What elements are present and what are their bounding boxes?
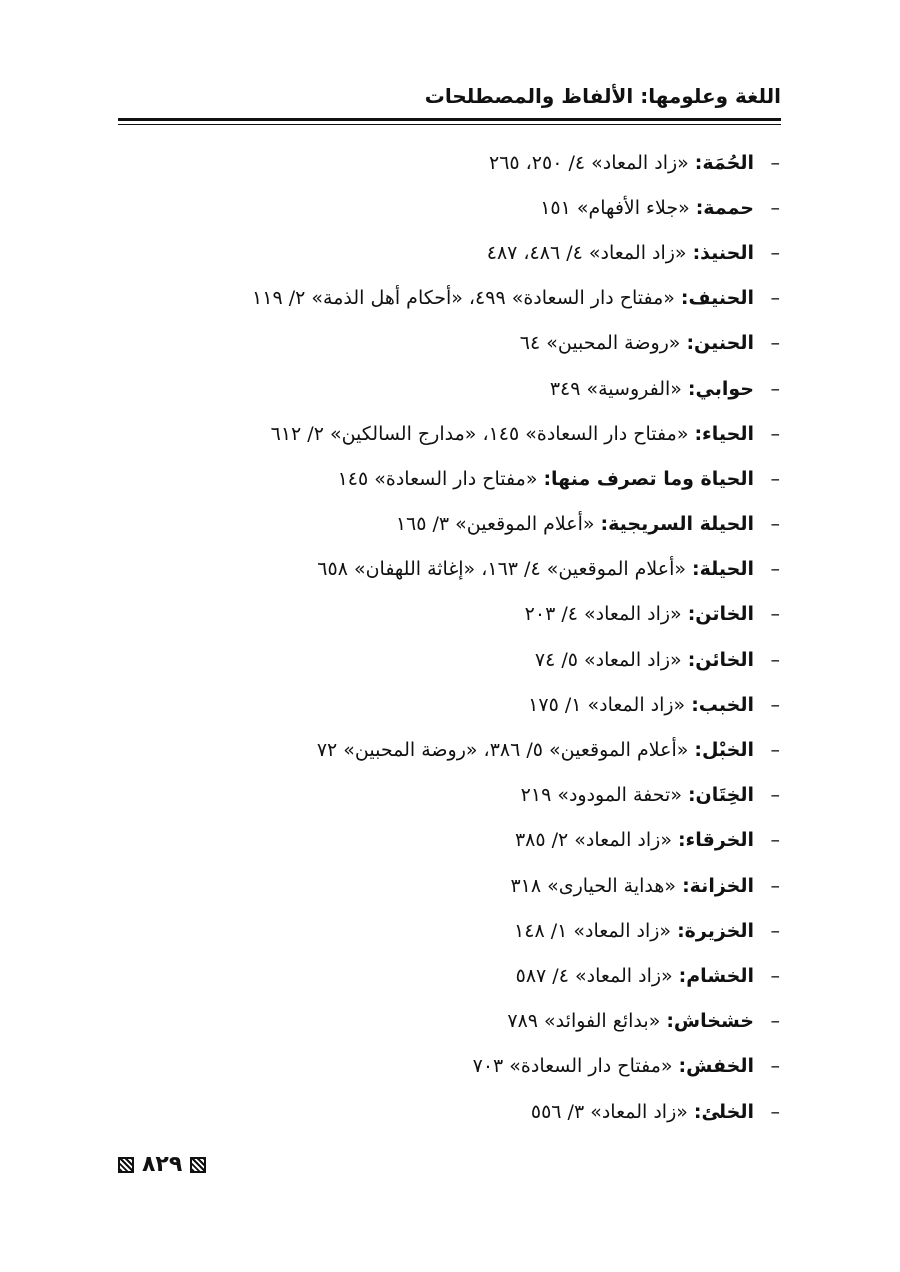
entry-term: الحيلة السريجية: [600,513,754,536]
entry-references: «زاد المعاد» ٥/ ٧٤ [534,648,682,671]
index-entry [150,637,780,682]
entry-term: الحياة وما تصرف منها: [543,467,754,490]
entry-dash: – [770,693,780,716]
entry-dash: – [770,332,780,355]
index-entry [150,185,780,230]
entry-term: الحياء: [694,422,754,445]
index-entry [150,818,780,863]
entry-term: الحيلة: [692,558,754,581]
page-footer [118,1152,206,1177]
index-entry [150,863,780,908]
page-header-title: اللغة وعلومها: الألفاظ والمصطلحات [424,84,781,108]
entry-term: الحنيذ: [692,241,754,264]
header-rule-thin [118,124,781,125]
index-entry [150,999,780,1044]
entry-dash: – [770,603,780,626]
index-entry-list [150,140,780,1134]
entry-dash: – [770,422,780,445]
entry-dash: – [770,1010,780,1033]
entry-dash: – [770,1055,780,1078]
entry-references: «تحفة المودود» ٢١٩ [520,784,682,807]
index-entry [150,456,780,501]
index-entry [150,908,780,953]
index-entry [150,773,780,818]
entry-dash: – [770,874,780,897]
entry-term: حممة: [695,196,754,219]
entry-dash: – [770,964,780,987]
entry-term: الخزانة: [682,874,754,897]
ornament-left-icon [118,1157,134,1173]
entry-references: «زاد المعاد» ٢/ ٣٨٥ [514,829,672,852]
index-entry [150,366,780,411]
entry-references: «زاد المعاد» ١/ ١٧٥ [528,693,686,716]
entry-term: الخِتَان: [687,784,754,807]
index-entry [150,953,780,998]
entry-dash: – [770,648,780,671]
entry-references: «مفتاح دار السعادة» ٧٠٣ [472,1055,673,1078]
entry-references: «أعلام الموقعين» ٤/ ١٦٣، «إغاثة اللهفان» ٦٥٨ [317,558,687,581]
entry-dash: – [770,287,780,310]
entry-references: «بدائع الفوائد» ٧٨٩ [507,1010,661,1033]
entry-references: «أعلام الموقعين» ٣/ ١٦٥ [395,513,595,536]
entry-term: الخزيرة: [677,919,754,942]
entry-dash: – [770,467,780,490]
entry-dash: – [770,558,780,581]
entry-dash: – [770,241,780,264]
entry-references: «زاد المعاد» ٣/ ٥٥٦ [530,1100,688,1123]
index-entry [150,727,780,772]
header-rule-thick [118,118,781,121]
entry-dash: – [770,377,780,400]
entry-term: الخشام: [678,964,754,987]
entry-term: الخبب: [691,693,754,716]
entry-term: الحُمَة: [694,151,754,174]
entry-references: «زاد المعاد» ٤/ ٢٠٣ [524,603,682,626]
index-entry [150,411,780,456]
entry-references: «مفتاح دار السعادة» ٤٩٩، «أحكام أهل الذمة» ٢/ ١١٩ [252,287,675,310]
entry-references: «زاد المعاد» ١/ ١٤٨ [514,919,672,942]
entry-dash: – [770,196,780,219]
index-entry [150,276,780,321]
entry-term: خشخاش: [666,1010,754,1033]
ornament-right-icon [190,1157,206,1173]
page-number: ٨٢٩ [142,1152,183,1177]
entry-dash: – [770,919,780,942]
entry-references: «جلاء الأفهام» ١٥١ [540,196,690,219]
entry-term: الخبْل: [694,739,754,762]
index-entry [150,321,780,366]
entry-references: «زاد المعاد» ٤/ ٥٨٧ [515,964,673,987]
entry-references: «روضة المحبين» ٦٤ [519,332,681,355]
entry-term: الخاتن: [687,603,754,626]
entry-references: «أعلام الموقعين» ٥/ ٣٨٦، «روضة المحبين» ٧٢ [316,739,689,762]
entry-dash: – [770,829,780,852]
entry-references: «زاد المعاد» ٤/ ٤٨٦، ٤٨٧ [486,241,687,264]
index-entry [150,547,780,592]
entry-dash: – [770,784,780,807]
entry-term: حوابي: [687,377,754,400]
index-entry [150,592,780,637]
entry-references: «مفتاح دار السعادة» ١٤٥، «مدارج السالكين» ٢/ ٦١٢ [270,422,689,445]
entry-references: «زاد المعاد» ٤/ ٢٥٠، ٢٦٥ [488,151,689,174]
index-entry [150,502,780,547]
entry-references: «هداية الحيارى» ٣١٨ [510,874,677,897]
entry-term: الحنين: [686,332,754,355]
index-entry [150,682,780,727]
entry-term: الحنيف: [680,287,754,310]
index-entry [150,230,780,275]
entry-dash: – [770,739,780,762]
entry-term: الخرقاء: [677,829,754,852]
entry-dash: – [770,513,780,536]
index-entry [150,1044,780,1089]
entry-dash: – [770,151,780,174]
index-entry [150,1089,780,1134]
entry-dash: – [770,1100,780,1123]
index-entry [150,140,780,185]
entry-term: الخفش: [678,1055,754,1078]
entry-references: «مفتاح دار السعادة» ١٤٥ [337,467,538,490]
entry-references: «الفروسية» ٣٤٩ [549,377,682,400]
entry-term: الخلئ: [693,1100,754,1123]
entry-term: الخائن: [687,648,754,671]
